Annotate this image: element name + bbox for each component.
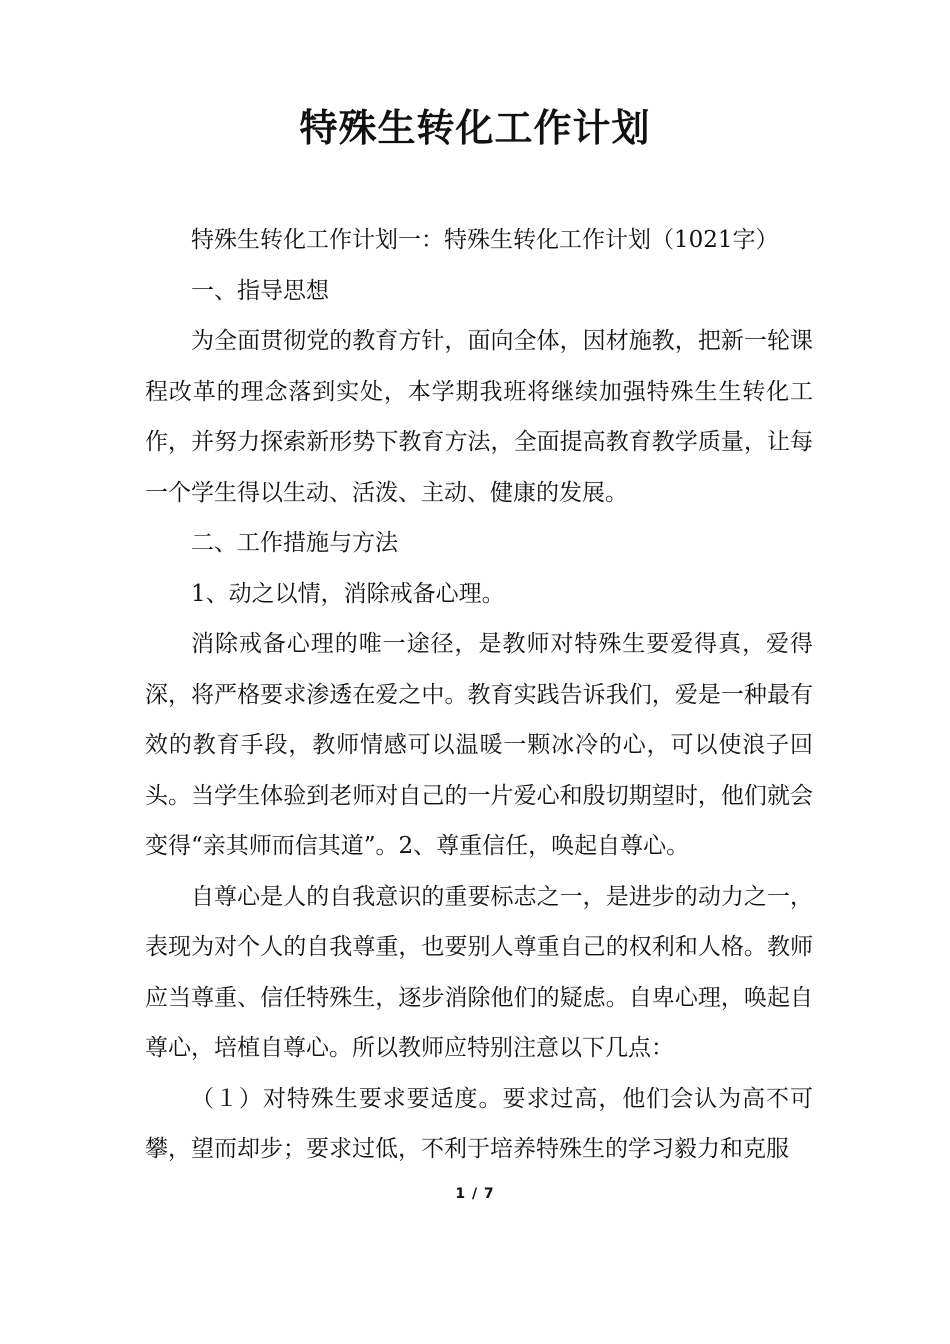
paragraph-guiding-thought: 为全面贯彻党的教育方针，面向全体，因材施教，把新一轮课程改革的理念落到实处，本学期我班将继续加强特殊生生转化工作，并努力探索新形势下教育方法，全面提高教育教学质量，让每一个学生得以生动、活泼、主动、健康的发展。 bbox=[145, 328, 813, 506]
paragraph-remove-guard: 消除戒备心理的唯一途径，是教师对特殊生要爱得真，爱得深，将严格要求渗透在爱之中。教育实践告诉我们，爱是一种最有效的教育手段，教师情感可以温暖一颗冰冷的心，可以使浪子回头。当学生体验到老师对自己的一片爱心和殷切期望时，他们就会变得“亲其师而信其道”。2、尊重信任，唤起自尊心。 bbox=[145, 631, 813, 859]
document-body bbox=[145, 215, 813, 1175]
paragraph-heading-1: 一、指导思想 bbox=[191, 277, 329, 304]
paragraph-heading-2: 二、工作措施与方法 bbox=[191, 530, 398, 556]
paragraph-self-esteem: 自尊心是人的自我意识的重要标志之一，是进步的动力之一，表现为对个人的自我尊重，也要别人尊重自己的权利和人格。教师应当尊重、信任特殊生，逐步消除他们的疑虑。自卑心理，唤起自尊心，培植自尊心。所以教师应特别注意以下几点： bbox=[145, 883, 813, 1061]
paragraph-item-1: 1、动之以情，消除戒备心理。 bbox=[191, 580, 505, 607]
paragraph-subtitle: 特殊生转化工作计划一：特殊生转化工作计划（1021字） bbox=[191, 227, 779, 253]
page-indicator: 1 / 7 bbox=[455, 1186, 495, 1202]
document-title: 特殊生转化工作计划 bbox=[299, 106, 651, 150]
paragraph-point-1: （１）对特殊生要求要适度。要求过高，他们会认为高不可攀，望而却步；要求过低，不利于培养特殊生的学习毅力和克服 bbox=[145, 1085, 813, 1162]
